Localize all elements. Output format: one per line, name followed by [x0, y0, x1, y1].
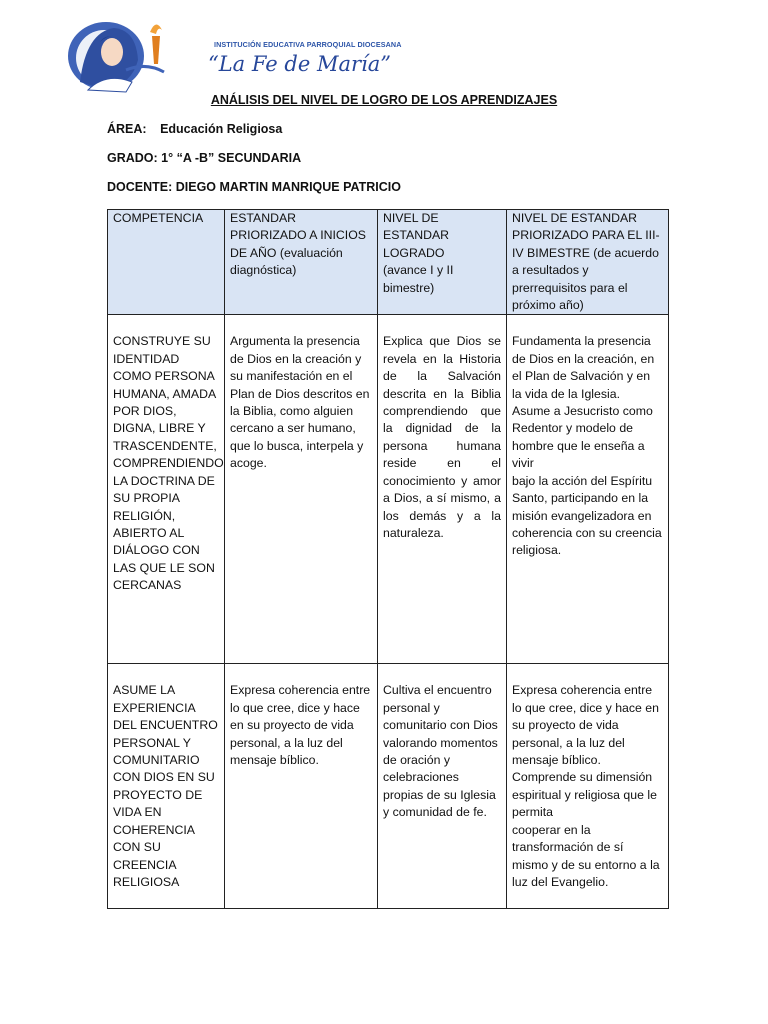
header-competencia: COMPETENCIA — [108, 210, 225, 315]
estandar-priorizado-cell: Fundamenta la presencia de Dios en la creación, en el Plan de Salvación y en la vida de la Iglesia. Asume a Jesucristo como Redentor y modelo de hombre que le enseña a vivir bajo la acción del Espíritu Santo, participando en la misión evangelizadora en coherencia con su creencia religiosa. — [507, 315, 669, 664]
table-row — [108, 664, 669, 909]
area-line — [107, 122, 282, 136]
area-label: ÁREA: — [107, 122, 147, 136]
header-estandar-priorizado: NIVEL DE ESTANDAR PRIORIZADO PARA EL III-IV BIMESTRE (de acuerdo a resultados y prerrequisitos para el próximo año) — [507, 210, 669, 315]
institution-name: INSTITUCIÓN EDUCATIVA PARROQUIAL DIOCESANA — [214, 40, 402, 49]
header-estandar-inicio: ESTANDAR PRIORIZADO A INICIOS DE AÑO (evaluación diagnóstica) — [225, 210, 378, 315]
table-header-row — [108, 210, 669, 315]
estandar-priorizado-cell: Expresa coherencia entre lo que cree, dice y hace en su proyecto de vida personal, a la luz del mensaje bíblico. Comprende su dimensión espiritual y religiosa que le permita cooperar en la transformación de sí mismo y de su entorno a la luz del Evangelio. — [507, 664, 669, 909]
competencia-cell: CONSTRUYE SU IDENTIDAD COMO PERSONA HUMANA, AMADA POR DIOS, DIGNA, LIBRE Y TRASCENDENTE, COMPRENDIENDO LA DOCTRINA DE SU PROPIA RELIGIÓN, ABIERTO AL DIÁLOGO CON LAS QUE LE SON CERCANAS — [108, 315, 225, 664]
docente-line: DOCENTE: DIEGO MARTIN MANRIQUE PATRICIO — [107, 180, 401, 194]
area-value: Educación Religiosa — [160, 122, 283, 136]
estandar-inicio-cell: Expresa coherencia entre lo que cree, dice y hace en su proyecto de vida personal, a la luz del mensaje bíblico. — [225, 664, 378, 909]
table-row — [108, 315, 669, 664]
competencia-cell: ASUME LA EXPERIENCIA DEL ENCUENTRO PERSONAL Y COMUNITARIO CON DIOS EN SU PROYECTO DE VIDA EN COHERENCIA CON SU CREENCIA RELIGIOSA — [108, 664, 225, 909]
document-title: ANÁLISIS DEL NIVEL DE LOGRO DE LOS APRENDIZAJES — [210, 93, 558, 107]
school-logo — [66, 12, 402, 94]
estandar-logrado-cell: Cultiva el encuentro personal y comunitario con Dios valorando momentos de oración y celebraciones propias de su Iglesia y comunidad de fe. — [378, 664, 507, 909]
virgin-mary-emblem-icon — [66, 12, 216, 94]
school-brand-name: “La Fe de María” — [208, 52, 391, 76]
learning-achievement-table — [107, 209, 669, 909]
header-estandar-logrado: NIVEL DE ESTANDAR LOGRADO (avance I y II bimestre) — [378, 210, 507, 315]
grado-line: GRADO: 1° “A -B” SECUNDARIA — [107, 151, 302, 165]
estandar-inicio-cell: Argumenta la presencia de Dios en la creación y su manifestación en el Plan de Dios descritos en la Biblia, como alguien cercano a ser humano, que lo busca, interpela y acoge. — [225, 315, 378, 664]
estandar-logrado-cell: Explica que Dios se revela en la Historia de la Salvación descrita en la Biblia comprendiendo que la dignidad de la persona humana reside en el conocimiento y amor a Dios, a sí mismo, a los demás y a la naturaleza. — [378, 315, 507, 664]
